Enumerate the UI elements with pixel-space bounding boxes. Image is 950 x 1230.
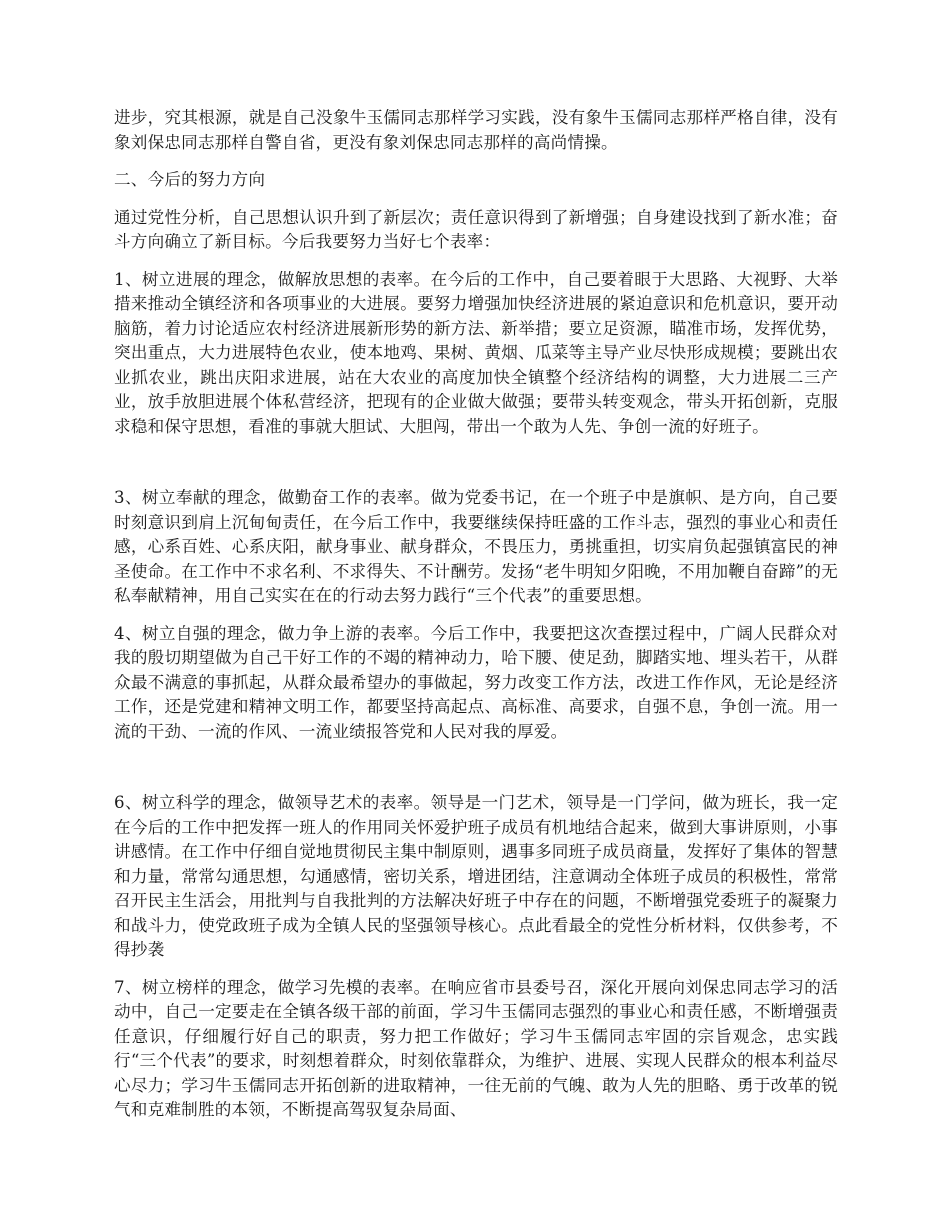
paragraph-item-3: 3、树立奉献的理念，做勤奋工作的表率。做为党委书记，在一个班子中是旗帜、是方向，自己要时刻意识到肩上沉甸甸责任，在今后工作中，我要继续保持旺盛的工作斗志，强烈的事业心和责任感，心系百姓、心系庆阳，献身事业、献身群众，不畏压力，勇挑重担，切实肩负起强镇富民的神圣使命。在工作中不求名利、不求得失、不计酬劳。发扬“老牛明知夕阳晚，不用加鞭自奋蹄”的无私奉献精神，用自己实实在在的行动去努力践行“三个代表”的重要思想。 — [114, 488, 838, 605]
section-heading: 二、今后的努力方向 — [114, 170, 266, 189]
paragraph-item-6: 6、树立科学的理念，做领导艺术的表率。领导是一门艺术，领导是一门学问，做为班长，我一定在今后的工作中把发挥一班人的作用同关怀爱护班子成员有机地结合起来，做到大事讲原则，小事讲感情。在工作中仔细自觉地贯彻民主集中制原则，遇事多同班子成员商量，发挥好了集体的智慧和力量，常常勾通思想，勾通感情，密切关系，增进团结，注意调动全体班子成员的积极性，常常召开民主生活会，用批判与自我批判的方法解决好班子中存在的问题，不断增强党委班子的凝聚力和战斗力，使党政班子成为全镇人民的坚强领导核心。点此看最全的党性分析材料，仅供参考，不得抄袭 — [114, 793, 838, 959]
paragraph-item-4: 4、树立自强的理念，做力争上游的表率。今后工作中，我要把这次查摆过程中，广阔人民群众对我的殷切期望做为自己干好工作的不竭的精神动力，哈下腰、使足劲，脚踏实地、埋头若干，从群众最不满意的事抓起，从群众最希望办的事做起，努力改变工作方法，改进工作作风，无论是经济工作，还是党建和精神文明工作，都要坚持高起点、高标准、高要求，自强不息，争创一流。用一流的干劲、一流的作风、一流业绩报答党和人民对我的厚爱。 — [114, 623, 838, 741]
paragraph-item-7: 7、树立榜样的理念，做学习先模的表率。在响应省市县委号召，深化开展向刘保忠同志学习的活动中，自己一定要走在全镇各级干部的前面，学习牛玉儒同志强烈的事业心和责任感，不断增强责任意识，仔细履行好自己的职责，努力把工作做好；学习牛玉儒同志牢固的宗旨观念，忠实践行“三个代表”的要求，时刻想着群众，时刻依靠群众，为维护、进展、实现人民群众的根本利益尽心尽力；学习牛玉儒同志开拓创新的进取精神，一往无前的气魄、敢为人先的胆略、勇于改革的锐气和克难制胜的本领，不断提高驾驭复杂局面、 — [114, 977, 838, 1119]
blank-gap — [114, 452, 838, 486]
blank-gap — [114, 757, 838, 791]
paragraph-intro: 进步，究其根源，就是自己没象牛玉儒同志那样学习实践，没有象牛玉儒同志那样严格自律，没有象刘保忠同志那样自警自省，更没有象刘保忠同志那样的高尚情操。 — [114, 108, 838, 152]
paragraph-item-1: 1、树立进展的理念，做解放思想的表率。在今后的工作中，自己要着眼于大思路、大视野、大举措来推动全镇经济和各项事业的大进展。要努力增强加快经济进展的紧迫意识和危机意识，要开动脑筋，着力讨论适应农村经济进展新形势的新方法、新举措；要立足资源，瞄准市场，发挥优势，突出重点，大力进展特色农业，使本地鸡、果树、黄烟、瓜菜等主导产业尽快形成规模；要跳出农业抓农业，跳出庆阳求进展，站在大农业的高度加快全镇整个经济结构的调整，大力进展二三产业，放手放胆进展个体私营经济，把现有的企业做大做强；要带头转变观念，带头开拓创新，克服求稳和保守思想，看准的事就大胆试、大胆闯，带出一个敢为人先、争创一流的好班子。 — [114, 269, 838, 436]
paragraph-summary: 通过党性分析，自己思想认识升到了新层次；责任意识得到了新增强；自身建设找到了新水准；奋斗方向确立了新目标。今后我要努力当好七个表率： — [114, 207, 838, 251]
